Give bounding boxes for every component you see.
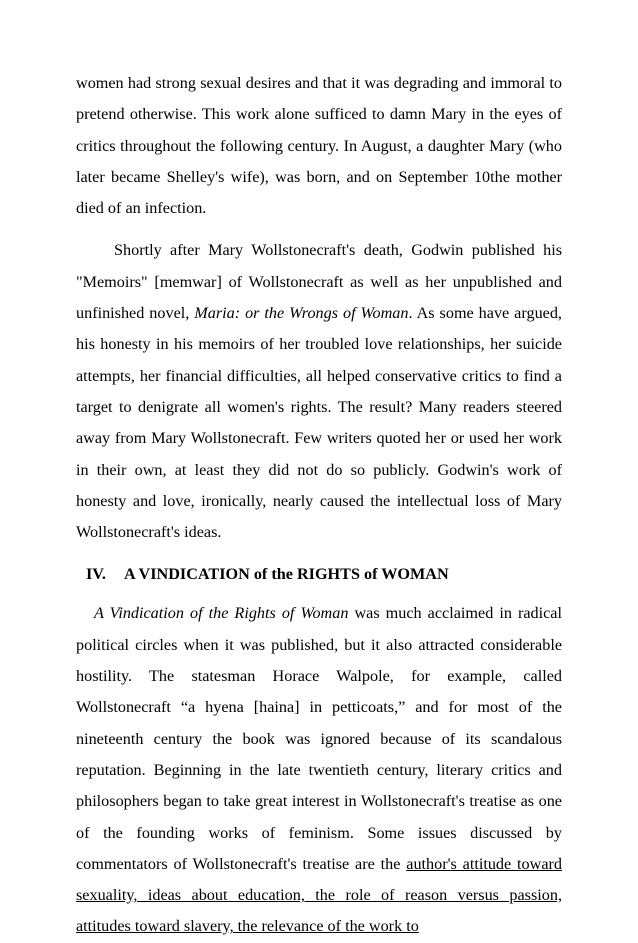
novel-title: Maria: or the Wrongs of Woman xyxy=(194,304,409,323)
page-body xyxy=(76,68,562,943)
paragraph-2-text-b: . As some have argued, his honesty in his memoirs of her troubled love relationships, her suicide attempts, her financial difficulties, all helped conservative critics to find a target to denigrate all women's rights. The result? Many readers steered away from Mary Wollstonecraft. Few writers quoted her or used her work in their own, at least they did not do so publicly. Godwin's work of honesty and love, ironically, nearly caused the intellectual loss of Mary Wollstonecraft's ideas. xyxy=(76,304,562,542)
section-heading xyxy=(86,559,562,589)
section-title: A VINDICATION of the RIGHTS of WOMAN xyxy=(124,565,449,584)
book-title: A Vindication of the Rights of Woman xyxy=(94,604,349,623)
paragraph-2 xyxy=(76,235,562,548)
paragraph-1 xyxy=(76,68,562,224)
paragraph-3-text-a: was much acclaimed in radical political circles when it was published, but it also attracted considerable hostility. The statesman Horace Walpole, for example, called Wollstonecraft “a hyena [haina] in petticoats,” and for most of the nineteenth century the book was ignored because of its scandalous reputation. Beginning in the late twentieth century, literary critics and philosophers began to take great interest in Wollstonecraft's treatise as one of the founding works of feminism. Some issues discussed by commentators of Wollstonecraft's treatise are the xyxy=(76,604,562,873)
underlined-issues: author's attitude toward sexuality, ideas about education, the role of reason versus passion, attitudes toward slavery, the relevance of the work to xyxy=(76,854,562,936)
paragraph-1-text: women had strong sexual desires and that it was degrading and immoral to pretend otherwise. This work alone sufficed to damn Mary in the eyes of critics throughout the following century. In August, a daughter Mary (who later became Shelley's wife), was born, and on September 10the mother died of an infection. xyxy=(76,74,562,218)
paragraph-2-text-a: Shortly after Mary Wollstonecraft's death, Godwin published his "Memoirs" [memwar] of Wollstonecraft as well as her unpublished and unfinished novel, xyxy=(76,241,562,323)
section-number: IV. xyxy=(86,565,106,584)
paragraph-3 xyxy=(76,598,562,942)
